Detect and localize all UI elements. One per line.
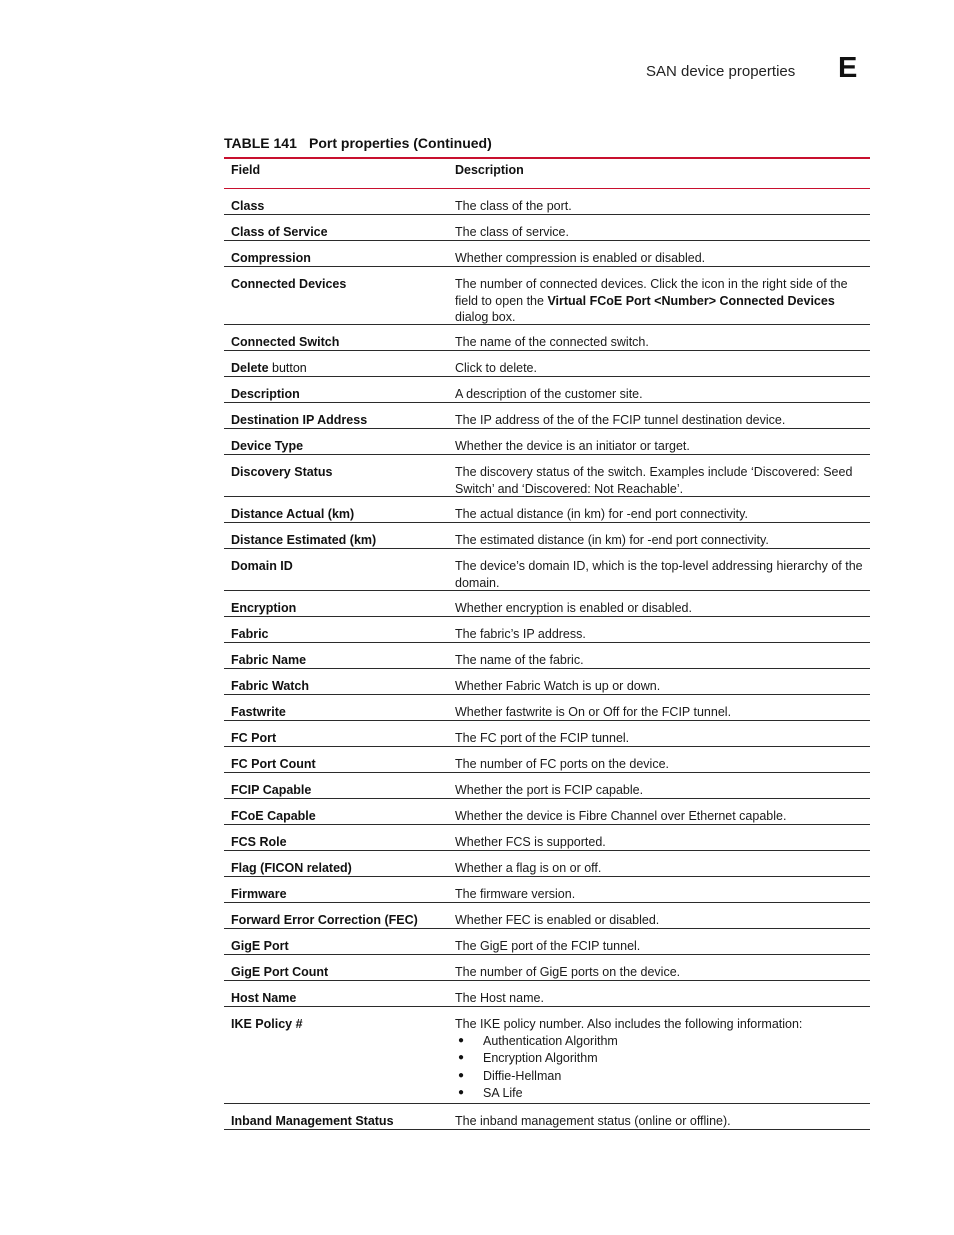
table-row	[224, 351, 870, 377]
description-cell	[448, 885, 870, 902]
table-row	[224, 799, 870, 825]
table-row	[224, 241, 870, 267]
field-name-cell	[224, 463, 448, 496]
field-name: FC Port	[231, 731, 277, 745]
description-text: Whether the device is Fibre Channel over Ethernet capable.	[455, 809, 787, 823]
field-name: Class of Service	[231, 225, 328, 239]
description-text: The Host name.	[455, 991, 544, 1005]
description-cell	[448, 703, 870, 720]
table-row	[224, 981, 870, 1007]
column-header-field: Field	[231, 163, 261, 177]
description-text: The FC port of the FCIP tunnel.	[455, 731, 630, 745]
table-row	[224, 377, 870, 403]
field-name-cell	[224, 249, 448, 266]
description-text: The firmware version.	[455, 887, 576, 901]
description-text: A description of the customer site.	[455, 387, 643, 401]
field-name-cell	[224, 755, 448, 772]
table-row	[224, 189, 870, 215]
field-name-cell	[224, 963, 448, 980]
field-name-cell	[224, 703, 448, 720]
description-cell	[448, 911, 870, 928]
table-row	[224, 825, 870, 851]
field-name-cell	[224, 885, 448, 902]
field-name: FCoE Capable	[231, 809, 316, 823]
description-text: Whether fastwrite is On or Off for the FCIP tunnel.	[455, 705, 732, 719]
description-text: Whether the port is FCIP capable.	[455, 783, 644, 797]
field-name: FC Port Count	[231, 757, 316, 771]
table-row	[224, 215, 870, 241]
field-name-cell	[224, 859, 448, 876]
bullet-item: ● SA Life	[455, 1085, 864, 1103]
description-cell	[448, 275, 870, 324]
field-name-cell	[224, 557, 448, 590]
field-name-cell	[224, 677, 448, 694]
description-cell	[448, 385, 870, 402]
description-text: The IKE policy number. Also includes the following information:	[455, 1017, 803, 1031]
table-row	[224, 721, 870, 747]
field-name-cell	[224, 833, 448, 850]
table-row	[224, 773, 870, 799]
field-name-cell	[224, 807, 448, 824]
table-row	[224, 877, 870, 903]
field-name: Distance Actual (km)	[231, 507, 355, 521]
description-cell	[448, 437, 870, 454]
description-text: Whether a flag is on or off.	[455, 861, 602, 875]
bullet-item: ● Encryption Algorithm	[455, 1050, 864, 1068]
description-cell	[448, 833, 870, 850]
description-cell	[448, 755, 870, 772]
description-text: The number of connected devices. Click the icon in the right side of the field to open the	[455, 277, 848, 308]
field-name: IKE Policy #	[231, 1017, 303, 1031]
description-text: The name of the fabric.	[455, 653, 584, 667]
description-cell	[448, 531, 870, 548]
description-text: The IP address of the of the FCIP tunnel destination device.	[455, 413, 786, 427]
field-name-cell	[224, 937, 448, 954]
table-row	[224, 851, 870, 877]
field-name: Fabric Name	[231, 653, 307, 667]
description-text: Whether FCS is supported.	[455, 835, 606, 849]
field-name: Encryption	[231, 601, 297, 615]
description-text: The class of the port.	[455, 199, 572, 213]
field-name-cell	[224, 411, 448, 428]
field-name-suffix: button	[268, 361, 307, 375]
field-name: Host Name	[231, 991, 297, 1005]
table-row	[224, 549, 870, 591]
table-row	[224, 523, 870, 549]
field-name: Class	[231, 199, 265, 213]
description-cell	[448, 781, 870, 798]
bullet-item: ● Authentication Algorithm	[455, 1033, 864, 1051]
field-name: Discovery Status	[231, 465, 333, 479]
field-name-cell	[224, 505, 448, 522]
table-row	[224, 455, 870, 497]
description-cell	[448, 989, 870, 1006]
field-name: Compression	[231, 251, 311, 265]
field-name-cell	[224, 531, 448, 548]
table-row	[224, 903, 870, 929]
field-name: GigE Port Count	[231, 965, 329, 979]
table-body	[224, 189, 870, 1130]
table-row	[224, 267, 870, 325]
description-cell	[448, 677, 870, 694]
field-name: Delete	[231, 361, 269, 375]
description-text: The number of GigE ports on the device.	[455, 965, 681, 979]
field-name-cell	[224, 781, 448, 798]
description-cell	[448, 729, 870, 746]
description-text: The fabric’s IP address.	[455, 627, 586, 641]
field-name: Connected Devices	[231, 277, 347, 291]
description-cell	[448, 557, 870, 590]
column-header-description: Description	[455, 163, 524, 177]
field-name: Destination IP Address	[231, 413, 368, 427]
field-name: Fabric Watch	[231, 679, 310, 693]
field-name-cell	[224, 911, 448, 928]
description-text: The class of service.	[455, 225, 569, 239]
description-cell	[448, 651, 870, 668]
description-cell	[448, 223, 870, 240]
description-text: dialog box.	[455, 310, 516, 324]
table-row	[224, 429, 870, 455]
table-row	[224, 1104, 870, 1130]
field-name: FCS Role	[231, 835, 287, 849]
field-name-cell	[224, 625, 448, 642]
table-header-row	[224, 159, 870, 189]
table-row	[224, 669, 870, 695]
field-name: Inband Management Status	[231, 1114, 394, 1128]
field-name-cell	[224, 359, 448, 376]
table-row	[224, 497, 870, 523]
field-name: Domain ID	[231, 559, 293, 573]
field-name-cell	[224, 599, 448, 616]
description-text: Whether Fabric Watch is up or down.	[455, 679, 661, 693]
description-cell	[448, 197, 870, 214]
field-name-cell	[224, 729, 448, 746]
field-name-cell	[224, 651, 448, 668]
bullet-item: ● Diffie-Hellman	[455, 1068, 864, 1086]
table-title: Port properties (Continued)	[309, 135, 492, 151]
table-row	[224, 643, 870, 669]
table-row	[224, 403, 870, 429]
description-text: Whether encryption is enabled or disabled.	[455, 601, 692, 615]
description-cell	[448, 963, 870, 980]
port-properties-table	[224, 157, 870, 1130]
field-name-cell	[224, 385, 448, 402]
bullet-list	[455, 1033, 864, 1103]
description-cell	[448, 859, 870, 876]
description-cell	[448, 1015, 870, 1103]
appendix-letter: E	[838, 52, 858, 84]
description-text: The estimated distance (in km) for -end port connectivity.	[455, 533, 769, 547]
description-text: The number of FC ports on the device.	[455, 757, 669, 771]
description-text: The device’s domain ID, which is the top-level addressing hierarchy of the domain.	[455, 559, 863, 590]
description-cell	[448, 333, 870, 350]
table-row	[224, 591, 870, 617]
description-cell	[448, 505, 870, 522]
description-text: Whether compression is enabled or disabled.	[455, 251, 706, 265]
field-name-cell	[224, 197, 448, 214]
description-cell	[448, 625, 870, 642]
field-name: Device Type	[231, 439, 304, 453]
field-name-cell	[224, 437, 448, 454]
table-row	[224, 617, 870, 643]
description-text: The name of the connected switch.	[455, 335, 649, 349]
table-row	[224, 1007, 870, 1104]
table-row	[224, 929, 870, 955]
running-head-section-title: SAN device properties	[646, 63, 796, 80]
description-text: The inband management status (online or offline).	[455, 1114, 731, 1128]
field-name-cell	[224, 223, 448, 240]
field-name-cell	[224, 1015, 448, 1103]
description-text: Whether the device is an initiator or target.	[455, 439, 690, 453]
description-cell	[448, 359, 870, 376]
description-text: The actual distance (in km) for -end port connectivity.	[455, 507, 748, 521]
field-name-cell	[224, 989, 448, 1006]
field-name: FCIP Capable	[231, 783, 312, 797]
table-row	[224, 325, 870, 351]
description-cell	[448, 249, 870, 266]
description-cell	[448, 807, 870, 824]
description-text: The GigE port of the FCIP tunnel.	[455, 939, 641, 953]
description-cell	[448, 411, 870, 428]
field-name: Distance Estimated (km)	[231, 533, 377, 547]
field-name-cell	[224, 1112, 448, 1129]
field-name-cell	[224, 333, 448, 350]
description-cell	[448, 463, 870, 496]
description-text: Click to delete.	[455, 361, 537, 375]
table-caption	[224, 135, 492, 151]
table-row	[224, 747, 870, 773]
description-cell	[448, 1112, 870, 1129]
field-name: GigE Port	[231, 939, 289, 953]
field-name: Forward Error Correction (FEC)	[231, 913, 418, 927]
description-cell	[448, 599, 870, 616]
table-number: TABLE 141	[224, 135, 297, 151]
description-text: Whether FEC is enabled or disabled.	[455, 913, 660, 927]
table-row	[224, 955, 870, 981]
table-row	[224, 695, 870, 721]
field-name: Description	[231, 387, 300, 401]
field-name-cell	[224, 275, 448, 324]
field-name: Flag (FICON related)	[231, 861, 352, 875]
field-name: Fastwrite	[231, 705, 286, 719]
dialog-name: Virtual FCoE Port <Number> Connected Devices	[547, 293, 835, 308]
description-cell	[448, 937, 870, 954]
description-text: The discovery status of the switch. Examples include ‘Discovered: Seed Switch’ and ‘Discovered: Not Reachable’.	[455, 465, 853, 496]
field-name: Firmware	[231, 887, 287, 901]
field-name: Connected Switch	[231, 335, 340, 349]
field-name: Fabric	[231, 627, 269, 641]
